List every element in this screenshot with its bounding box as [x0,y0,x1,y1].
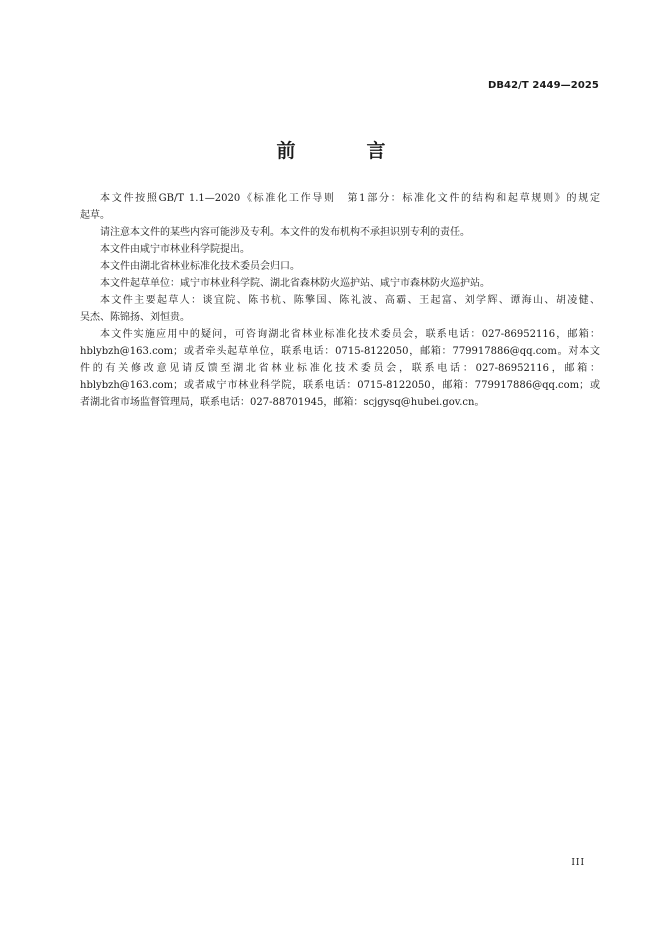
page-number: III [571,858,585,868]
text-line: hblybzh@163.com；或者牵头起草单位，联系电话：0715-8122050，邮箱：779917886@qq.com。对本文 [80,346,600,357]
text-line: 者湖北省市场监督管理局，联系电话：027-88701945，邮箱：scjgysq@hubei.gov.cn。 [80,397,485,408]
paragraph-committee [80,258,600,275]
text-line: 请注意本文件的某些内容可能涉及专利。本文件的发布机构不承担识别专利的责任。 [100,227,470,238]
text-line: 起草。 [80,210,110,221]
text-line: hblybzh@163.com；或者咸宁市林业科学院，联系电话：0715-8122050，邮箱：779917886@qq.com；或 [80,380,600,391]
paragraph-patent-notice [80,224,600,241]
preface-body [80,190,600,411]
standard-code: DB42/T 2449—2025 [487,80,599,91]
text-line: 本文件起草单位：咸宁市林业科学院、湖北省森林防火巡护站、咸宁市森林防火巡护站。 [100,278,490,289]
text-line: 本文件由湖北省林业标准化技术委员会归口。 [100,261,300,272]
paragraph-contact [80,326,600,411]
paragraph-proposer [80,241,600,258]
text-line: 本文件按照GB/T 1.1—2020《标准化工作导则 第1部分：标准化文件的结构和起草规则》的规定 [100,193,600,204]
paragraph-drafters [80,292,600,326]
text-line: 吴杰、陈锦扬、刘恒贵。 [80,312,190,323]
page-title: 前 言 [276,140,412,162]
paragraph-drafting-units [80,275,600,292]
text-line: 本文件实施应用中的疑问，可咨询湖北省林业标准化技术委员会，联系电话：027-86952116，邮箱： [100,329,600,340]
text-line: 本文件主要起草人：谈宜院、陈书杭、陈擎国、陈礼波、高霸、王起富、刘学辉、谭海山、胡凌健、 [100,295,600,306]
text-line: 件的有关修改意见请反馈至湖北省林业标准化技术委员会，联系电话：027-86952116，邮箱： [80,363,600,374]
text-line: 本文件由咸宁市林业科学院提出。 [100,244,250,255]
paragraph-drafting-rules [80,190,600,224]
